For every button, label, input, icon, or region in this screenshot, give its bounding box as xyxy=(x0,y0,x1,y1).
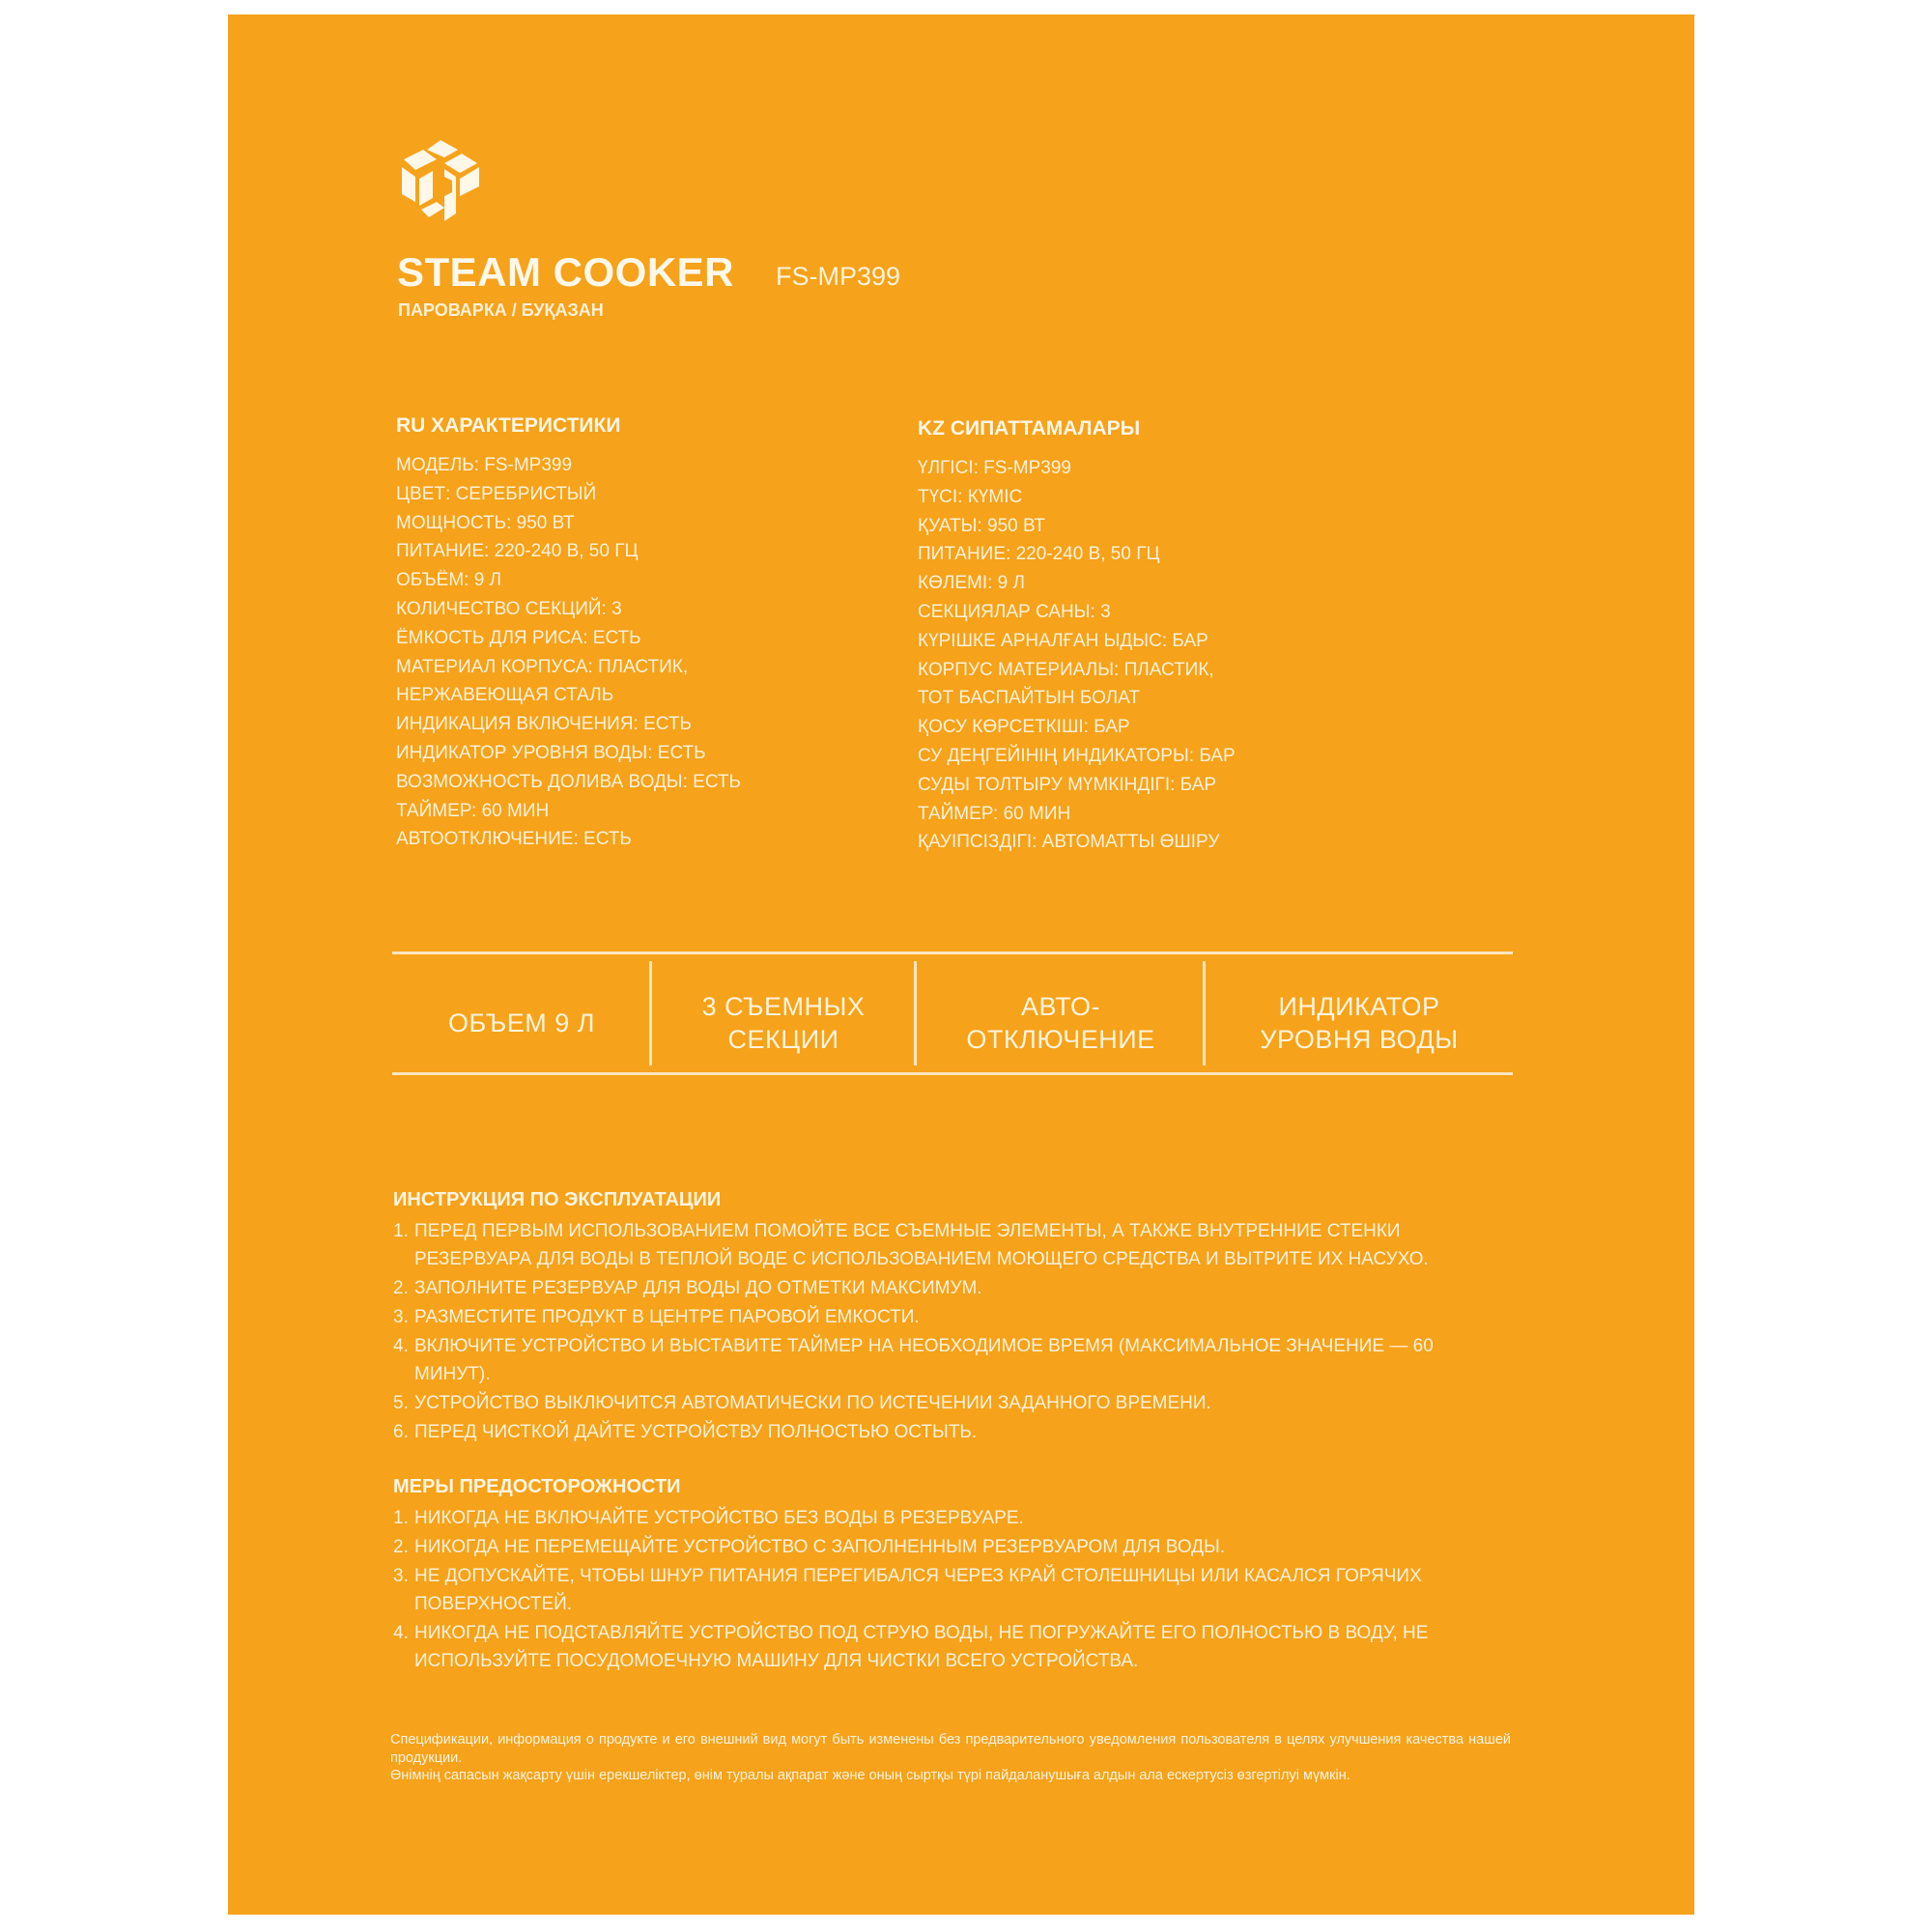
instructions-list xyxy=(393,1217,1494,1447)
product-title: STEAM COOKER xyxy=(397,249,735,295)
feature-label: ОБЪЕМ 9 Л xyxy=(448,1009,595,1037)
item-text: ПЕРЕД ПЕРВЫМ ИСПОЛЬЗОВАНИЕМ ПОМОЙТЕ ВСЕ СЪЕМНЫЕ ЭЛЕМЕНТЫ, А ТАКЖЕ ВНУТРЕННИЕ СТЕНКИ РЕЗЕРВУАРА ДЛЯ ВОДЫ В ТЕПЛОЙ ВОДЕ С ИСПОЛЬЗОВАНИЕМ МОЮЩЕГО СРЕДСТВА И ВЫТРИТЕ ИХ НАСУХО. xyxy=(414,1221,1429,1269)
spec-ru-item: ЦВЕТ: СЕРЕБРИСТЫЙ xyxy=(396,483,597,504)
spec-ru-item: ИНДИКАТОР УРОВНЯ ВОДЫ: ЕСТЬ xyxy=(396,742,706,763)
spec-kz-item: ТАЙМЕР: 60 МИН xyxy=(918,803,1071,824)
item-text: НИКОГДА НЕ ПЕРЕМЕЩАЙТЕ УСТРОЙСТВО С ЗАПОЛНЕННЫМ РЕЗЕРВУАРОМ ДЛЯ ВОДЫ. xyxy=(414,1537,1226,1557)
package-panel xyxy=(228,14,1694,1915)
spec-kz-item: СЕКЦИЯЛАР САНЫ: 3 xyxy=(918,601,1111,622)
spec-ru-item: ЁМКОСТЬ ДЛЯ РИСА: ЕСТЬ xyxy=(396,627,641,648)
item-number: 6. xyxy=(393,1422,409,1442)
spec-ru-item: ОБЪЁМ: 9 Л xyxy=(396,570,502,591)
spec-kz-item: ТҮСІ: КҮМІС xyxy=(918,486,1023,507)
instruction-item xyxy=(393,1303,1494,1331)
spec-kz-item: КҮРІШКЕ АРНАЛҒАН ЫДЫС: БАР xyxy=(918,630,1208,651)
spec-ru-item: НЕРЖАВЕЮЩАЯ СТАЛЬ xyxy=(396,685,614,706)
feature-volume xyxy=(392,971,651,1075)
feature-sections xyxy=(652,971,915,1075)
product-model: FS-MP399 xyxy=(776,262,901,291)
item-number: 2. xyxy=(393,1278,409,1298)
precaution-item xyxy=(393,1504,1494,1532)
spec-ru-item: МАТЕРИАЛ КОРПУСА: ПЛАСТИК, xyxy=(396,656,689,677)
disclaimer-kz: Өнімнің сапасын жақсарту үшін ерекшеліктер, өнім туралы ақпарат және оның сыртқы түрі пайдаланушыға алдын ала ескертусіз өзгертілуі мүмкін. xyxy=(390,1768,1350,1783)
disclaimer-ru: Спецификации, информация о продукте и его внешний вид могут быть изменены без предварительного уведомления пользователя в целях улучшения качества нашей продукции. xyxy=(390,1732,1511,1766)
precautions-heading: МЕРЫ ПРЕДОСТОРОЖНОСТИ xyxy=(393,1476,681,1497)
feature-label: ОТКЛЮЧЕНИЕ xyxy=(966,1025,1155,1054)
item-text: НЕ ДОПУСКАЙТЕ, ЧТОБЫ ШНУР ПИТАНИЯ ПЕРЕГИБАЛСЯ ЧЕРЕЗ КРАЙ СТОЛЕШНИЦЫ ИЛИ КАСАЛСЯ ГОРЯЧИХ ПОВЕРХНОСТЕЙ. xyxy=(414,1566,1422,1614)
feature-water-indicator xyxy=(1206,971,1513,1075)
spec-kz-item: ТОТ БАСПАЙТЫН БОЛАТ xyxy=(918,688,1140,709)
feature-band-top-rule xyxy=(392,952,1513,954)
precautions-list xyxy=(393,1504,1494,1676)
item-text: НИКОГДА НЕ ВКЛЮЧАЙТЕ УСТРОЙСТВО БЕЗ ВОДЫ В РЕЗЕРВУАРЕ. xyxy=(414,1508,1024,1528)
item-number: 4. xyxy=(393,1336,409,1356)
feature-label: 3 СЪЕМНЫХ xyxy=(701,992,866,1021)
item-text: ЗАПОЛНИТЕ РЕЗЕРВУАР ДЛЯ ВОДЫ ДО ОТМЕТКИ МАКСИМУМ. xyxy=(414,1278,982,1298)
spec-ru-item: ВОЗМОЖНОСТЬ ДОЛИВА ВОДЫ: ЕСТЬ xyxy=(396,771,742,792)
item-number: 3. xyxy=(393,1566,409,1586)
feature-label: АВТО- xyxy=(1021,992,1100,1021)
item-number: 1. xyxy=(393,1221,409,1241)
spec-ru-item: АВТООТКЛЮЧЕНИЕ: ЕСТЬ xyxy=(396,829,632,850)
spec-kz-item: ҚАУІПСІЗДІГІ: АВТОМАТТЫ ӨШІРУ xyxy=(918,832,1220,853)
instruction-item xyxy=(393,1274,1494,1302)
instruction-item xyxy=(393,1418,1494,1446)
item-text: РАЗМЕСТИТЕ ПРОДУКТ В ЦЕНТРЕ ПАРОВОЙ ЕМКОСТИ. xyxy=(414,1307,920,1327)
product-subtitle: ПАРОВАРКА / БУҚАЗАН xyxy=(398,300,604,320)
spec-ru-item: ТАЙМЕР: 60 МИН xyxy=(396,800,550,821)
item-number: 5. xyxy=(393,1393,409,1413)
instruction-item xyxy=(393,1332,1494,1388)
item-text: УСТРОЙСТВО ВЫКЛЮЧИТСЯ АВТОМАТИЧЕСКИ ПО ИСТЕЧЕНИИ ЗАДАННОГО ВРЕМЕНИ. xyxy=(414,1393,1211,1413)
instruction-item xyxy=(393,1217,1494,1273)
item-number: 1. xyxy=(393,1508,409,1528)
spec-kz-item: СУДЫ ТОЛТЫРУ МҮМКІНДІГІ: БАР xyxy=(918,774,1217,795)
spec-ru-item: ПИТАНИЕ: 220-240 В, 50 ГЦ xyxy=(396,541,639,562)
instructions-heading: ИНСТРУКЦИЯ ПО ЭКСПЛУАТАЦИИ xyxy=(393,1189,722,1210)
spec-kz-item: КӨЛЕМІ: 9 Л xyxy=(918,573,1025,594)
spec-ru-item: МОДЕЛЬ: FS-MP399 xyxy=(396,455,573,475)
specs-ru-list xyxy=(396,451,741,854)
precaution-item xyxy=(393,1562,1494,1618)
feature-auto-off xyxy=(917,971,1205,1075)
feature-label: УРОВНЯ ВОДЫ xyxy=(1260,1025,1459,1054)
specs-kz-heading: KZ СИПАТТАМАЛАРЫ xyxy=(918,417,1141,440)
item-number: 2. xyxy=(393,1537,409,1557)
spec-ru-item: МОЩНОСТЬ: 950 ВТ xyxy=(396,512,575,533)
disclaimer xyxy=(390,1731,1511,1785)
spec-kz-item: ҚУАТЫ: 950 ВТ xyxy=(918,515,1046,536)
specs-kz-list xyxy=(918,454,1236,857)
spec-ru-item: КОЛИЧЕСТВО СЕКЦИЙ: 3 xyxy=(396,598,622,619)
item-number: 3. xyxy=(393,1307,409,1327)
specs-ru-heading: RU ХАРАКТЕРИСТИКИ xyxy=(396,414,621,437)
spec-ru-item: ИНДИКАЦИЯ ВКЛЮЧЕНИЯ: ЕСТЬ xyxy=(396,714,692,735)
item-text: НИКОГДА НЕ ПОДСТАВЛЯЙТЕ УСТРОЙСТВО ПОД СТРУЮ ВОДЫ, НЕ ПОГРУЖАЙТЕ ЕГО ПОЛНОСТЬЮ В ВОДУ, НЕ ИСПОЛЬЗУЙТЕ ПОСУДОМОЕЧНУЮ МАШИНУ ДЛЯ ЧИСТКИ ВСЕГО УСТРОЙСТВА. xyxy=(414,1623,1429,1671)
item-text: ПЕРЕД ЧИСТКОЙ ДАЙТЕ УСТРОЙСТВУ ПОЛНОСТЬЮ ОСТЫТЬ. xyxy=(414,1422,978,1442)
spec-kz-item: СУ ДЕҢГЕЙІНІҢ ИНДИКАТОРЫ: БАР xyxy=(918,745,1236,766)
instruction-item xyxy=(393,1389,1494,1417)
item-text: ВКЛЮЧИТЕ УСТРОЙСТВО И ВЫСТАВИТЕ ТАЙМЕР НА НЕОБХОДИМОЕ ВРЕМЯ (МАКСИМАЛЬНОЕ ЗНАЧЕНИЕ — 60 МИНУТ). xyxy=(414,1336,1434,1384)
feature-label: ИНДИКАТОР xyxy=(1278,992,1440,1021)
precaution-item xyxy=(393,1619,1494,1675)
brand-logo-icon xyxy=(400,138,482,230)
spec-kz-item: ПИТАНИЕ: 220-240 В, 50 ГЦ xyxy=(918,544,1160,565)
precaution-item xyxy=(393,1533,1494,1561)
spec-kz-item: ҚОСУ КӨРСЕТКІШІ: БАР xyxy=(918,717,1130,738)
feature-label: СЕКЦИИ xyxy=(727,1025,839,1054)
spec-kz-item: КОРПУС МАТЕРИАЛЫ: ПЛАСТИК, xyxy=(918,659,1214,680)
item-number: 4. xyxy=(393,1623,409,1643)
spec-kz-item: ҮЛГІСІ: FS-MP399 xyxy=(918,458,1071,478)
